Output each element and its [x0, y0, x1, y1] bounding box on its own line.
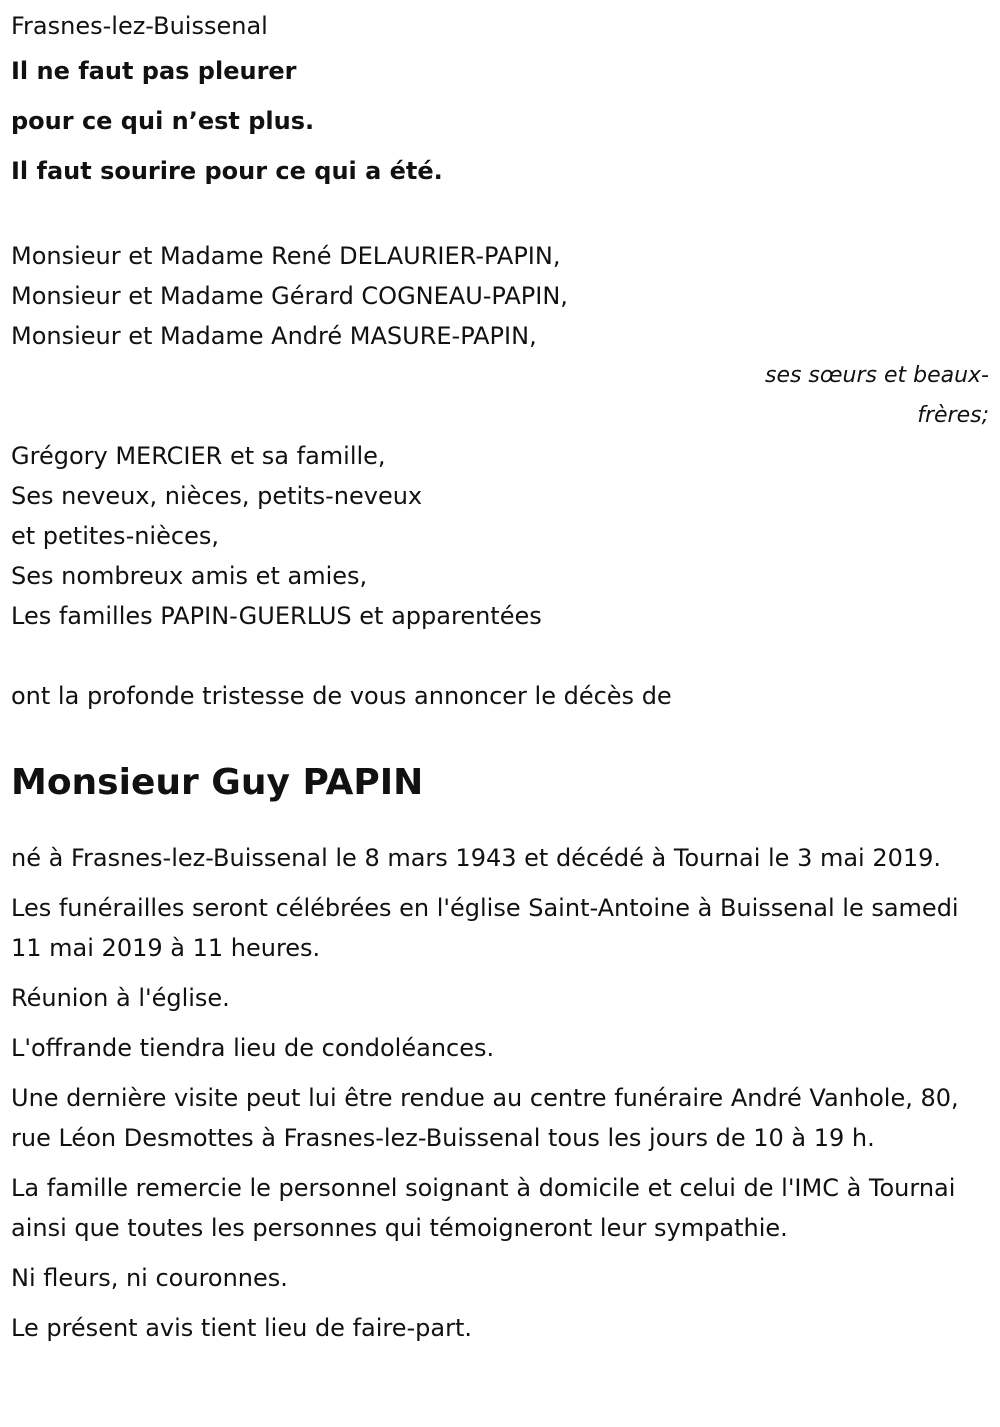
- sibling-entry: Monsieur et Madame André MASURE-PAPIN,: [11, 322, 537, 350]
- notice-paragraph: Le présent avis tient lieu de faire-part.: [11, 1314, 473, 1342]
- quote-line: Il faut sourire pour ce qui a été.: [11, 157, 443, 185]
- sibling-entry: Monsieur et Madame Gérard COGNEAU-PAPIN,: [11, 282, 568, 310]
- flowers-paragraph: Ni fleurs, ni couronnes.: [11, 1264, 288, 1292]
- siblings-list: [11, 236, 991, 356]
- quote-line: Il ne faut pas pleurer: [11, 57, 297, 85]
- family-list: [11, 436, 991, 636]
- deceased-name: Monsieur Guy PAPIN: [11, 762, 424, 803]
- meeting-paragraph: Réunion à l'église.: [11, 984, 230, 1012]
- funeral-paragraph: Les funérailles seront célébrées en l'église Saint-Antoine à Buissenal le samedi 11 mai 2019 à 11 heures.: [11, 894, 959, 962]
- announcement-text: ont la profonde tristesse de vous annoncer le décès de: [11, 682, 672, 710]
- thanks-paragraph: La famille remercie le personnel soignant à domicile et celui de l'IMC à Tournai ainsi que toutes les personnes qui témoigneront leur sympathie.: [11, 1174, 956, 1242]
- family-entry: Les familles PAPIN-GUERLUS et apparentées: [11, 602, 542, 630]
- details-section: [11, 838, 991, 1348]
- siblings-relation: [11, 356, 991, 436]
- relation-line: ses sœurs et beaux-: [764, 363, 989, 388]
- offering-paragraph: L'offrande tiendra lieu de condoléances.: [11, 1034, 495, 1062]
- location-heading: Frasnes-lez-Buissenal: [11, 12, 268, 40]
- visit-paragraph: Une dernière visite peut lui être rendue au centre funéraire André Vanhole, 80, rue Léon Desmottes à Frasnes-lez-Buissenal tous les jours de 10 à 19 h.: [11, 1084, 959, 1152]
- quote-block: [11, 46, 991, 196]
- family-entry: Grégory MERCIER et sa famille,: [11, 442, 386, 470]
- family-entry: Ses neveux, nièces, petits-neveux: [11, 482, 423, 510]
- obituary-notice: [11, 6, 991, 1358]
- quote-line: pour ce qui n’est plus.: [11, 107, 315, 135]
- sibling-entry: Monsieur et Madame René DELAURIER-PAPIN,: [11, 242, 561, 270]
- family-entry: et petites-nièces,: [11, 522, 219, 550]
- relation-line: frères;: [917, 403, 989, 428]
- family-entry: Ses nombreux amis et amies,: [11, 562, 368, 590]
- birth-death-paragraph: né à Frasnes-lez-Buissenal le 8 mars 1943 et décédé à Tournai le 3 mai 2019.: [11, 844, 942, 872]
